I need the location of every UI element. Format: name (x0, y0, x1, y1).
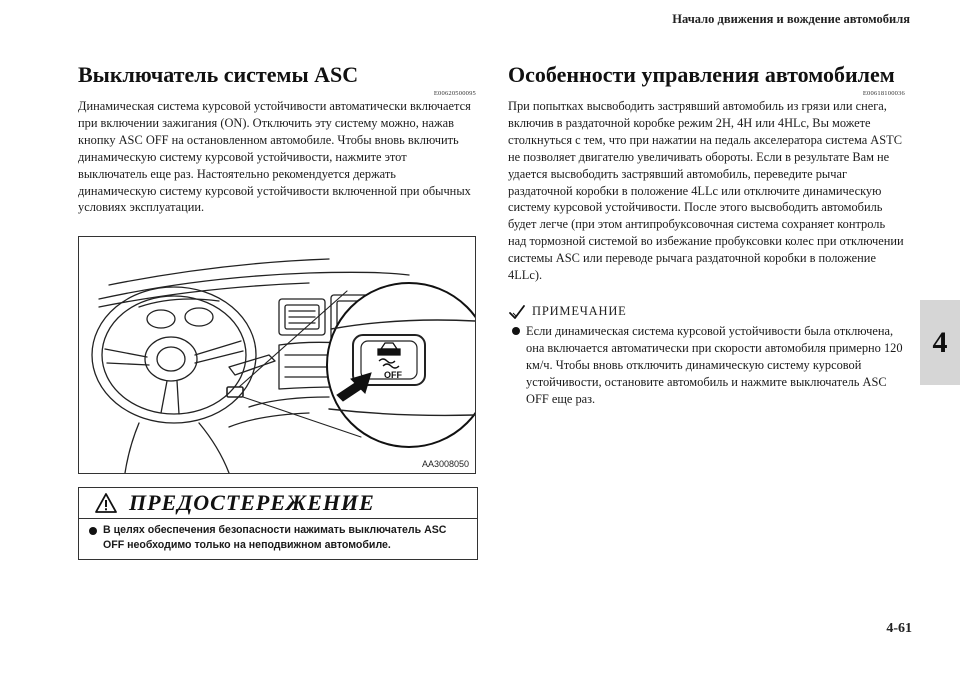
note-check-icon (508, 304, 526, 320)
section-code: E00620500095 (433, 90, 476, 97)
warning-item (79, 519, 477, 559)
button-off-label: OFF (384, 370, 402, 381)
dashboard-drawing (79, 237, 475, 473)
left-column (78, 62, 476, 560)
section-title-asc-switch: Выключатель системы ASC (78, 62, 359, 87)
page-number: 4-61 (886, 621, 912, 636)
warning-title: ПРЕДОСТЕРЕЖЕНИЕ (129, 490, 375, 516)
chapter-tab (920, 300, 960, 385)
warning-header (79, 488, 477, 519)
bullet-icon (512, 327, 520, 335)
warning-text: В целях обеспечения безопасности нажимать выключатель ASC OFF необходимо только на неподвижном автомобиле. (103, 524, 447, 552)
bullet-icon (89, 527, 97, 535)
section-code: E00618100036 (862, 90, 905, 97)
note-heading: ПРИМЕЧАНИЕ (532, 304, 627, 319)
section-body-handling: При попытках высвободить застрявший автомобиль из грязи или снега, включив в раздаточной коробке режим 2H, 4H или 4HLc, Вы можете столкнуться с тем, что при нажатии на педаль акселератора система ASTC не позволяет двигателю увеличивать обороты. Если в результате Вам не удается высвободить застрявший автомобиль, переведите рычаг раздаточной коробки в положение 4LLc или отключите динамическую систему курсовой устойчивости. После этого высвободить автомобиль будет легче (при этом антипробуксовочная система сохраняет контроль над тормозной системой во избежание пробуксовки колес при отключении системы ASC или переводе рычага раздаточной коробки в положение 4LLc). (508, 99, 904, 283)
note-header (508, 304, 905, 320)
section-body-asc: Динамическая система курсовой устойчивости автоматически включается при включении зажигания (ON). Отключить эту систему можно, нажав кнопку ASC OFF на остановленном автомобиле. Чтобы вновь включить динамическую систему курсовой устойчивости, нажмите этот выключатель еще раз. Настоятельно рекомендуется держать динамическую систему курсовой устойчивости включенной при обычных условиях эксплуатации. (78, 99, 471, 215)
figure-code: AA3008050 (421, 459, 469, 470)
warning-triangle-icon (95, 493, 117, 513)
note-item (508, 323, 905, 408)
note-text: Если динамическая система курсовой устойчивости была отключена, она включается автоматически при скорости автомобиля примерно 120 км/ч. Чтобы вновь отключить динамическую систему курсовой устойчивости, остановите автомобиль и нажмите выключатель ASC OFF еще раз. (526, 323, 903, 406)
chapter-tab-number: 4 (932, 325, 948, 359)
warning-box (78, 487, 478, 560)
right-column (508, 62, 905, 408)
running-title: Начало движения и вождение автомобиля (672, 12, 910, 26)
section-title-vehicle-handling: Особенности управления автомобилем (508, 62, 895, 87)
dashboard-illustration (78, 236, 476, 474)
